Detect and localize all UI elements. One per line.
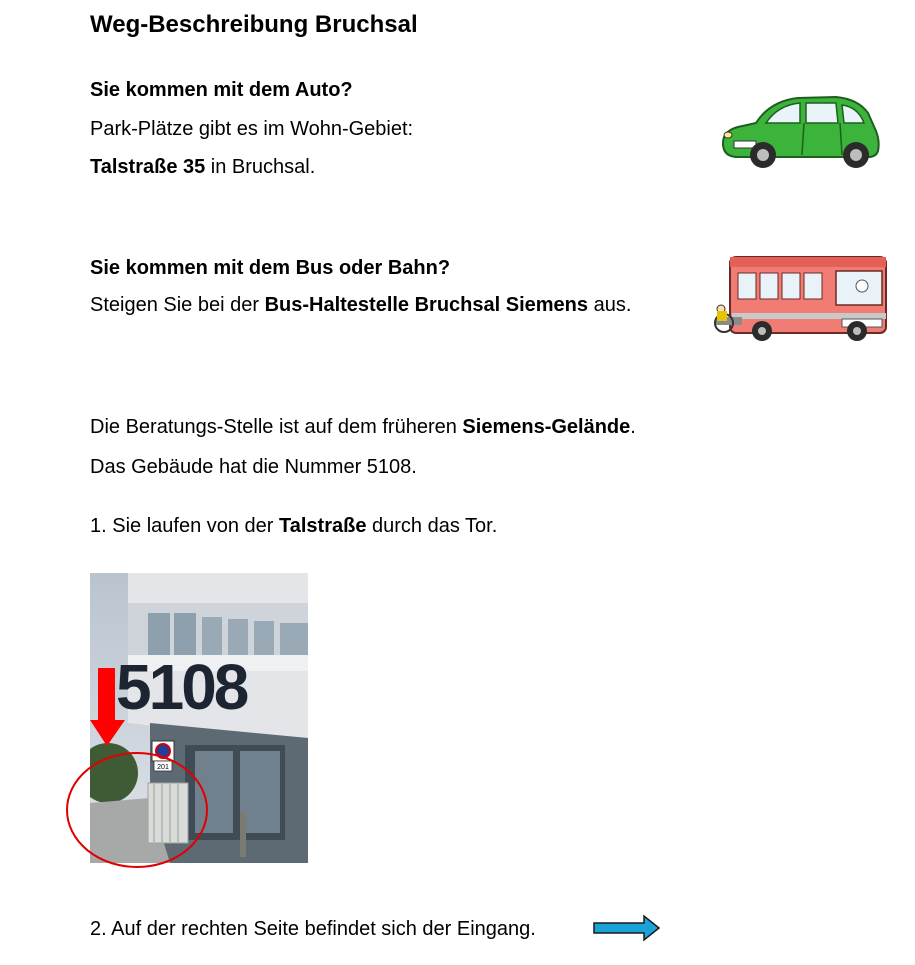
- step-1-pre: 1. Sie laufen von der: [90, 515, 280, 537]
- right-arrow-icon: [592, 914, 662, 942]
- step-2: 2. Auf der rechten Seite befindet sich der Eingang.: [90, 918, 536, 940]
- car-address-rest: in Bruchsal.: [205, 156, 316, 178]
- location-post: .: [630, 416, 636, 438]
- red-circle-highlight: [62, 748, 212, 872]
- red-bus-icon: [712, 253, 890, 345]
- bus-stop-name: Bus-Haltestelle Bruchsal Siemens: [264, 294, 589, 316]
- location-building-number: Das Gebäude hat die Nummer 5108.: [90, 456, 417, 478]
- green-car-icon: [718, 93, 883, 173]
- location-line-1: [90, 415, 636, 439]
- bus-heading: Sie kommen mit dem Bus oder Bahn?: [90, 257, 451, 279]
- step-1-street: Talstraße: [279, 515, 367, 537]
- page-title: Weg-Beschreibung Bruchsal: [90, 11, 418, 38]
- car-parking-text: Park-Plätze gibt es im Wohn-Gebiet:: [90, 118, 414, 140]
- car-heading: Sie kommen mit dem Auto?: [90, 79, 353, 101]
- bus-stop-line: [90, 293, 631, 317]
- step-1: [90, 514, 497, 538]
- car-address-line: [90, 155, 315, 179]
- car-address-street: Talstraße 35: [90, 156, 206, 178]
- sign-number: 201: [157, 764, 169, 771]
- location-pre: Die Beratungs-Stelle ist auf dem früheren: [90, 416, 463, 438]
- step-1-post: durch das Tor.: [366, 515, 498, 537]
- location-site: Siemens-Gelände: [462, 416, 631, 438]
- bus-stop-pre: Steigen Sie bei der: [90, 294, 265, 316]
- bus-stop-post: aus.: [588, 294, 632, 316]
- red-down-arrow-icon: [89, 668, 127, 748]
- building-number-sign: 5108: [116, 651, 247, 723]
